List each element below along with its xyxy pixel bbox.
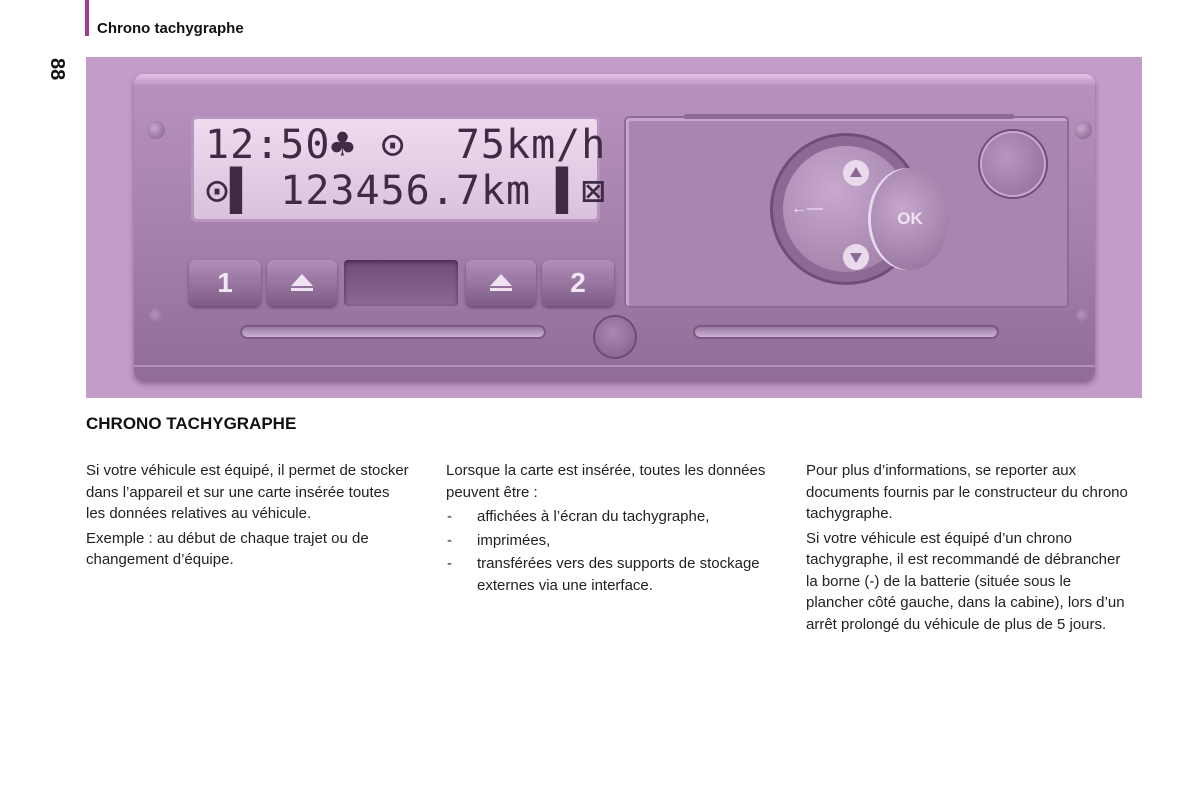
tachograph-illustration	[86, 57, 1142, 398]
back-arrow-icon[interactable]: ←—	[791, 200, 823, 217]
eject-icon-bar	[291, 288, 313, 291]
printer-slot	[344, 260, 458, 306]
paragraph: Si votre véhicule est équipé d’un chrono tachygraphe, il est recommandé de débrancher la borne (-) de la batterie (située sous le plancher côté gauche, dans la cabine), lors d’un arrêt prolongé du véhicule de plus de 5 jours.	[806, 529, 1125, 633]
card1-slot[interactable]	[240, 325, 546, 339]
device-bottom-edge	[134, 365, 1095, 367]
column-1	[86, 460, 411, 574]
lcd-line-time-speed: 12:50♣ ⊙ 75km/h	[205, 122, 607, 168]
dash-bullet: -	[447, 508, 452, 525]
eject-icon-bar	[490, 288, 512, 291]
list-item-text: imprimées,	[477, 531, 551, 549]
panel-slit	[684, 114, 1014, 119]
lcd-display	[191, 116, 607, 222]
eject-icon	[490, 274, 512, 286]
header-accent-bar	[85, 0, 89, 36]
screw-icon	[1076, 309, 1090, 323]
dash-bullet: -	[447, 555, 452, 572]
screw-icon	[1074, 121, 1092, 139]
screw-icon	[147, 121, 165, 139]
paragraph: Lorsque la carte est insérée, toutes les données peuvent être :	[446, 462, 766, 501]
list-item-text: transférées vers des supports de stockage externes via une interface.	[477, 555, 760, 594]
eject-icon	[291, 274, 313, 286]
card2-slot[interactable]	[693, 325, 999, 339]
card1-button[interactable]	[189, 260, 261, 306]
list-item-text: affichées à l’écran du tachygraphe,	[477, 508, 710, 525]
paragraph: Pour plus d’informations, se reporter aux documents fournis par le constructeur du chrono tachygraphe.	[806, 462, 1128, 522]
tachograph-device	[134, 74, 1095, 381]
card2-label: 2	[570, 267, 586, 298]
main-title: CHRONO TACHYGRAPHE	[86, 414, 297, 433]
column-3	[806, 460, 1131, 638]
device-top-edge	[134, 80, 1095, 83]
navigation-pad-inner	[783, 146, 923, 272]
section-label: Chrono tachygraphe	[97, 20, 244, 37]
page-number: 88	[46, 58, 68, 81]
ok-button[interactable]	[871, 168, 949, 270]
up-arrow-icon[interactable]	[843, 160, 869, 186]
round-knob[interactable]	[980, 131, 1046, 197]
card1-label: 1	[217, 267, 233, 298]
ok-label: OK	[897, 209, 923, 228]
list-item	[446, 530, 771, 552]
dash-bullet: -	[447, 531, 452, 549]
list-item	[446, 553, 771, 596]
lcd-line-odometer: ⊙▌ 123456.7km ▌⊠	[205, 168, 607, 214]
card2-button[interactable]	[542, 260, 614, 306]
card-button-strip	[189, 260, 614, 306]
card2-eject-button[interactable]	[466, 260, 536, 306]
paragraph: Si votre véhicule est équipé, il permet de stocker dans l’appareil et sur une carte insérée toutes les données relatives au véhicule.	[86, 462, 409, 522]
navigation-pad	[773, 136, 923, 282]
screw-icon	[149, 309, 163, 323]
control-panel	[624, 116, 1069, 308]
center-knob[interactable]	[595, 317, 635, 357]
column-2	[446, 460, 771, 598]
bullet-list	[446, 506, 771, 596]
list-item	[446, 506, 771, 528]
card1-eject-button[interactable]	[267, 260, 337, 306]
paragraph: Exemple : au début de chaque trajet ou de changement d’équipe.	[86, 529, 369, 568]
down-arrow-icon[interactable]	[843, 244, 869, 270]
